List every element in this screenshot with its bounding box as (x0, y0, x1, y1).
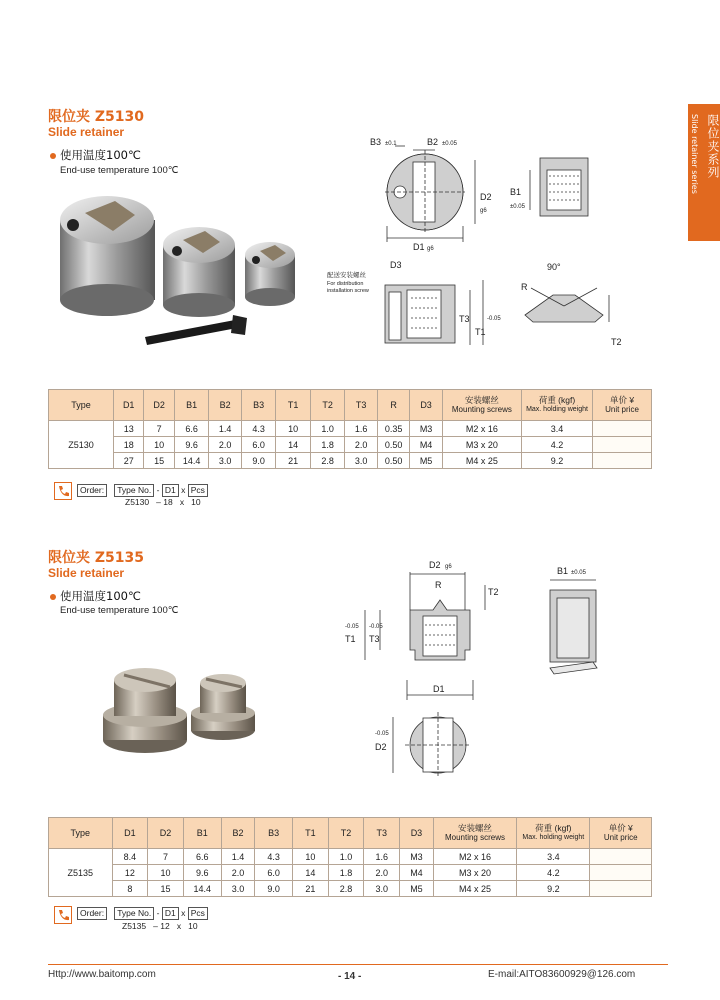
price-cell (593, 453, 652, 469)
table-cell: 14.4 (174, 453, 209, 469)
table-cell: 3.0 (364, 881, 400, 897)
table-cell: 9.6 (183, 865, 221, 881)
label-t1: T1 (475, 327, 486, 337)
col-t2: T2 (328, 818, 364, 849)
col-t1: T1 (276, 390, 311, 421)
col-d2: D2 (148, 818, 184, 849)
col-b3: B3 (241, 390, 276, 421)
table-cell: 7 (144, 421, 174, 437)
table-cell: 2.0 (345, 437, 377, 453)
price-cell (590, 881, 652, 897)
label-d3: D3 (390, 260, 402, 270)
bullet-icon (50, 153, 56, 159)
price-cell (590, 865, 652, 881)
col-load (521, 390, 592, 421)
table-cell: M3 x 20 (433, 865, 516, 881)
col-b2: B2 (221, 818, 255, 849)
table-cell: 21 (276, 453, 311, 469)
label-r: R (521, 282, 528, 292)
col-t3: T3 (364, 818, 400, 849)
col-d3: D3 (400, 818, 434, 849)
col-price-en: Unit price (603, 833, 638, 842)
z5135-title-cn: 限位夹 Z5135 (48, 550, 144, 566)
label-b2-tol: ±0.05 (442, 141, 457, 147)
order-type-no: Type No. (114, 484, 154, 497)
z5130-drawing (325, 130, 625, 360)
table-cell: 9.0 (255, 881, 293, 897)
table-cell: 0.35 (377, 421, 409, 437)
label-b1: B1 (557, 566, 569, 576)
type-cell: Z5130 (49, 421, 114, 469)
label-d2b-tol: -0.05 (375, 731, 389, 737)
order-label: Order: (77, 907, 107, 920)
label-d1-tol: g6 (427, 246, 434, 252)
label-d2-tol: g6 (445, 564, 452, 570)
col-screws-en: Mounting screws (444, 833, 505, 842)
table-row (49, 453, 652, 469)
z5130-order-example: Z5130 – 18 x 10 (125, 497, 201, 507)
table-header-row (49, 390, 652, 421)
col-d3: D3 (410, 390, 442, 421)
order-pcs: Pcs (188, 907, 208, 920)
table-cell: 15 (148, 881, 184, 897)
table-row (49, 437, 652, 453)
table-cell: 1.0 (310, 421, 345, 437)
label-r: R (435, 580, 442, 590)
label-d2: D2 (480, 192, 492, 202)
table-cell: 4.2 (517, 865, 590, 881)
table-cell: 1.4 (221, 849, 255, 865)
label-b3: B3 (370, 137, 382, 147)
z5130-order-format (77, 484, 208, 497)
col-t2: T2 (310, 390, 345, 421)
label-t3: T3 (369, 634, 380, 644)
z5135-spec-table (48, 817, 652, 897)
z5130-title-en: Slide retainer (48, 125, 125, 139)
z5130-temp-cn: 使用温度100℃ (60, 148, 141, 162)
footer-divider (48, 964, 668, 965)
table-row (49, 849, 652, 865)
label-b2: B2 (427, 137, 439, 147)
table-cell: 15 (144, 453, 174, 469)
col-load (517, 818, 590, 849)
table-cell: 4.3 (255, 849, 293, 865)
table-cell: 8.4 (112, 849, 148, 865)
z5135-temp-en: End-use temperature 100℃ (60, 605, 179, 616)
table-row (49, 865, 652, 881)
table-cell: 10 (144, 437, 174, 453)
price-cell (593, 421, 652, 437)
table-cell: 2.0 (209, 437, 241, 453)
table-cell: 2.8 (310, 453, 345, 469)
col-b3: B3 (255, 818, 293, 849)
col-t1: T1 (293, 818, 329, 849)
label-screw-en1: For distribution (327, 281, 364, 287)
table-cell: M2 x 16 (442, 421, 521, 437)
table-row (49, 421, 652, 437)
label-b1: B1 (510, 187, 522, 197)
z5135-product-photo (100, 655, 260, 760)
table-cell: 10 (276, 421, 311, 437)
label-d2: D2 (429, 560, 441, 570)
label-t1: T1 (345, 634, 356, 644)
label-t1-tol: -0.05 (487, 316, 501, 322)
col-d2: D2 (144, 390, 174, 421)
table-cell: M5 (400, 881, 434, 897)
z5135-order-format (77, 907, 208, 920)
table-cell: 3.0 (345, 453, 377, 469)
table-cell: 1.0 (328, 849, 364, 865)
z5135-drawing (335, 550, 615, 780)
col-load-cn: 荷重 (kgf) (535, 823, 572, 833)
z5135-temp-cn: 使用温度100℃ (60, 589, 141, 603)
table-cell: 2.8 (328, 881, 364, 897)
table-cell: 14.4 (183, 881, 221, 897)
table-cell: 3.0 (221, 881, 255, 897)
col-price-en: Unit price (605, 405, 639, 414)
col-screws (442, 390, 521, 421)
z5130-spec-table (48, 389, 652, 469)
z5135-title-en: Slide retainer (48, 566, 125, 580)
label-t2: T2 (611, 337, 622, 347)
col-screws (433, 818, 516, 849)
order-x: x (181, 908, 186, 918)
table-cell: 2.0 (221, 865, 255, 881)
label-screw-cn: 配送安装螺丝 (327, 272, 366, 279)
label-d2-tol: g6 (480, 208, 487, 214)
col-b2: B2 (209, 390, 241, 421)
col-screws-cn: 安装螺丝 (464, 395, 499, 405)
col-b1: B1 (183, 818, 221, 849)
label-screw-en2: installation screw (327, 288, 369, 294)
table-cell: 27 (113, 453, 143, 469)
table-cell: 1.8 (310, 437, 345, 453)
table-cell: 6.0 (255, 865, 293, 881)
col-r: R (377, 390, 409, 421)
table-header-row (49, 818, 652, 849)
label-t2: T2 (488, 587, 499, 597)
table-cell: 8 (112, 881, 148, 897)
table-cell: 2.0 (364, 865, 400, 881)
table-cell: 6.6 (183, 849, 221, 865)
label-b1-tol: ±0.05 (510, 204, 525, 210)
footer-email[interactable]: E-mail:AITO83600929@126.com (488, 969, 636, 980)
col-type: Type (49, 818, 113, 849)
table-cell: 9.0 (241, 453, 276, 469)
order-d1: D1 (162, 907, 179, 920)
side-tab-en: Slide retainer series (690, 114, 699, 194)
table-cell: 3.4 (521, 421, 592, 437)
col-t3: T3 (345, 390, 377, 421)
col-load-cn: 荷重 (kgf) (538, 395, 576, 405)
table-cell: 10 (148, 865, 184, 881)
phone-icon (54, 482, 72, 500)
col-screws-en: Mounting screws (451, 405, 512, 414)
order-x: x (181, 485, 186, 495)
bullet-icon (50, 594, 56, 600)
z5130-product-photo (55, 185, 315, 355)
col-screws-cn: 安装螺丝 (457, 823, 492, 833)
table-row (49, 881, 652, 897)
table-cell: 9.6 (174, 437, 209, 453)
label-d1: D1 (433, 684, 445, 694)
table-cell: 0.50 (377, 437, 409, 453)
table-cell: M3 (400, 849, 434, 865)
label-d2b: D2 (375, 742, 387, 752)
table-cell: 12 (112, 865, 148, 881)
table-cell: 7 (148, 849, 184, 865)
table-cell: 9.2 (521, 453, 592, 469)
type-cell: Z5135 (49, 849, 113, 897)
table-cell: M3 (410, 421, 442, 437)
table-cell: 10 (293, 849, 329, 865)
order-d1: D1 (162, 484, 179, 497)
table-cell: 3.4 (517, 849, 590, 865)
col-load-en: Max. holding weight (522, 834, 585, 841)
label-b1-tol: ±0.05 (571, 570, 586, 576)
table-cell: 0.50 (377, 453, 409, 469)
table-cell: M4 (410, 437, 442, 453)
table-cell: 1.6 (364, 849, 400, 865)
label-t3: T3 (459, 314, 470, 324)
col-d1: D1 (113, 390, 143, 421)
order-label: Order: (77, 484, 107, 497)
table-cell: 1.6 (345, 421, 377, 437)
table-cell: 14 (293, 865, 329, 881)
table-cell: 1.4 (209, 421, 241, 437)
table-cell: M4 x 25 (442, 453, 521, 469)
table-cell: 1.8 (328, 865, 364, 881)
order-pcs: Pcs (188, 484, 208, 497)
col-price (590, 818, 652, 849)
table-cell: M3 x 20 (442, 437, 521, 453)
table-cell: 9.2 (517, 881, 590, 897)
label-angle: 90° (547, 262, 561, 272)
footer-url[interactable]: Http://www.baitomp.com (48, 969, 156, 980)
phone-icon (54, 906, 72, 924)
side-tab-cn: 限位夹系列 (706, 114, 720, 179)
table-cell: M2 x 16 (433, 849, 516, 865)
z5135-order-example: Z5135 – 12 x 10 (122, 921, 198, 931)
table-cell: M4 x 25 (433, 881, 516, 897)
table-cell: 13 (113, 421, 143, 437)
col-type: Type (49, 390, 114, 421)
price-cell (590, 849, 652, 865)
table-cell: M4 (400, 865, 434, 881)
col-load-en: Max. holding weight (526, 406, 588, 413)
label-t1-tol: -0.05 (345, 624, 359, 630)
table-cell: 4.3 (241, 421, 276, 437)
table-cell: 18 (113, 437, 143, 453)
label-b3-tol: ±0.1 (385, 141, 397, 147)
order-dash: - (156, 908, 160, 918)
col-b1: B1 (174, 390, 209, 421)
table-cell: 6.6 (174, 421, 209, 437)
table-cell: 21 (293, 881, 329, 897)
page-number: - 14 - (338, 971, 362, 982)
col-price (593, 390, 652, 421)
table-cell: M5 (410, 453, 442, 469)
series-side-tab (688, 104, 720, 241)
col-d1: D1 (112, 818, 148, 849)
table-cell: 6.0 (241, 437, 276, 453)
col-price-cn: 单价 ¥ (608, 823, 633, 833)
z5130-title-cn: 限位夹 Z5130 (48, 109, 144, 125)
label-d1: D1 (413, 242, 425, 252)
order-dash: - (156, 485, 160, 495)
label-t3-tol: -0.05 (369, 624, 383, 630)
table-cell: 3.0 (209, 453, 241, 469)
table-cell: 14 (276, 437, 311, 453)
col-price-cn: 单价 ¥ (609, 395, 635, 405)
z5130-temp-en: End-use temperature 100℃ (60, 165, 179, 176)
table-cell: 4.2 (521, 437, 592, 453)
order-type-no: Type No. (114, 907, 154, 920)
price-cell (593, 437, 652, 453)
